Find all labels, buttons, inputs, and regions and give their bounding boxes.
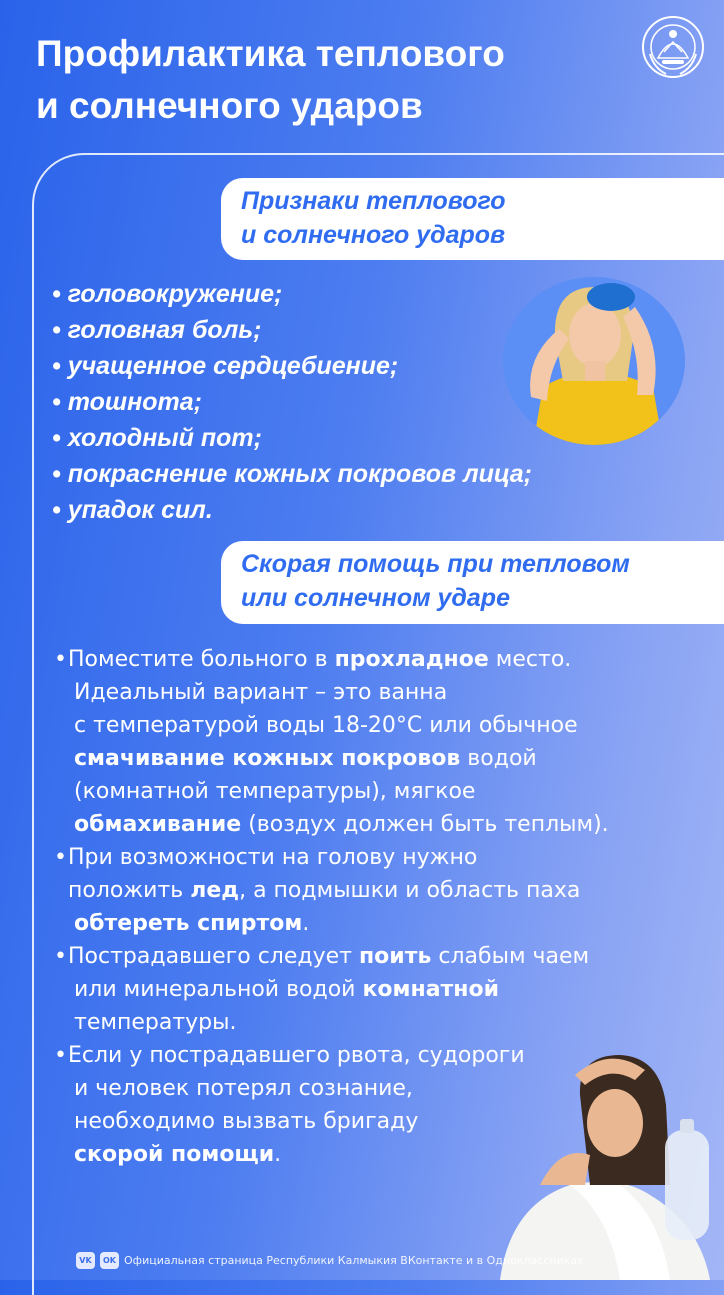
text-line: необходимо вызвать бригаду — [74, 1109, 419, 1134]
symptoms-list — [52, 276, 532, 528]
list-item: • головокружение; — [52, 276, 532, 312]
list-item: • учащенное сердцебиение; — [52, 348, 532, 384]
text-line — [68, 973, 714, 1006]
text-line — [68, 742, 714, 775]
page-title-line-2: и солнечного ударов — [36, 85, 423, 126]
bold-text: скорой помощи — [74, 1142, 275, 1167]
text-line — [68, 907, 714, 940]
bold-text: прохладное — [334, 647, 489, 672]
bold-text: обтереть спиртом — [74, 911, 303, 936]
text-line: и человек потерял сознание, — [74, 1076, 413, 1101]
text: слабым чаем — [431, 944, 590, 969]
list-item: • упадок сил. — [52, 492, 532, 528]
section-heading-signs — [221, 178, 724, 260]
text: . — [302, 911, 310, 936]
text-line: • Если у пострадавшего рвота, судороги — [68, 1043, 525, 1068]
list-item: • холодный пот; — [52, 420, 532, 456]
text: (воздух должен быть теплым). — [241, 812, 609, 837]
list-item: • тошнота; — [52, 384, 532, 420]
text: или минеральной водой — [74, 977, 363, 1002]
text: Поместите больного в — [68, 647, 335, 672]
text-line — [68, 940, 714, 973]
text-line: Идеальный вариант – это ванна — [74, 680, 448, 705]
list-item: • головная боль; — [52, 312, 532, 348]
text-line: (комнатной температуры), мягкое — [74, 779, 476, 804]
list-item — [54, 940, 714, 1039]
text: положить — [68, 878, 191, 903]
page-title — [36, 28, 636, 132]
text-line — [68, 643, 714, 676]
text-line: с температурой воды 18-20°С или обычное — [74, 713, 578, 738]
text: Пострадавшего следует — [68, 944, 359, 969]
text-line: • При возможности на голову нужно — [68, 845, 478, 870]
bold-text: лед — [190, 878, 240, 903]
text-line — [68, 808, 714, 841]
woman-headache-photo — [503, 277, 685, 445]
text: место. — [488, 647, 572, 672]
section-heading-signs-line-2: и солнечного ударов — [241, 221, 506, 249]
bold-text: поить — [358, 944, 432, 969]
section-heading-first-aid — [221, 541, 724, 624]
section-heading-first-aid-line-1: Скорая помощь при тепловом — [241, 550, 630, 578]
odnoklassniki-icon[interactable]: OK — [100, 1252, 119, 1269]
section-heading-signs-line-1: Признаки теплового — [241, 187, 506, 215]
text: . — [274, 1142, 282, 1167]
text: , а подмышки и область паха — [239, 878, 581, 903]
bold-text: смачивание кожных покровов — [74, 746, 461, 771]
text-line — [68, 874, 714, 907]
bold-text: обмахивание — [74, 812, 242, 837]
page-title-line-1: Профилактика теплового — [36, 33, 505, 74]
section-heading-first-aid-line-2: или солнечном ударе — [241, 584, 510, 612]
list-item: • покраснение кожных покровов лица; — [52, 456, 532, 492]
woman-with-water-bottle-photo — [470, 1035, 724, 1280]
kalmykia-emblem-icon — [640, 12, 706, 82]
text-line: температуры. — [74, 1010, 237, 1035]
text: водой — [460, 746, 537, 771]
footer-text: Официальная страница Республики Калмыкия ВКонтакте и в Одноклассниках — [124, 1253, 584, 1267]
vk-icon[interactable]: VK — [76, 1252, 95, 1269]
footer — [76, 1250, 584, 1270]
list-item — [54, 643, 714, 841]
woman-headache-illustration — [503, 277, 685, 445]
bold-text: комнатной — [362, 977, 500, 1002]
list-item — [54, 841, 714, 940]
